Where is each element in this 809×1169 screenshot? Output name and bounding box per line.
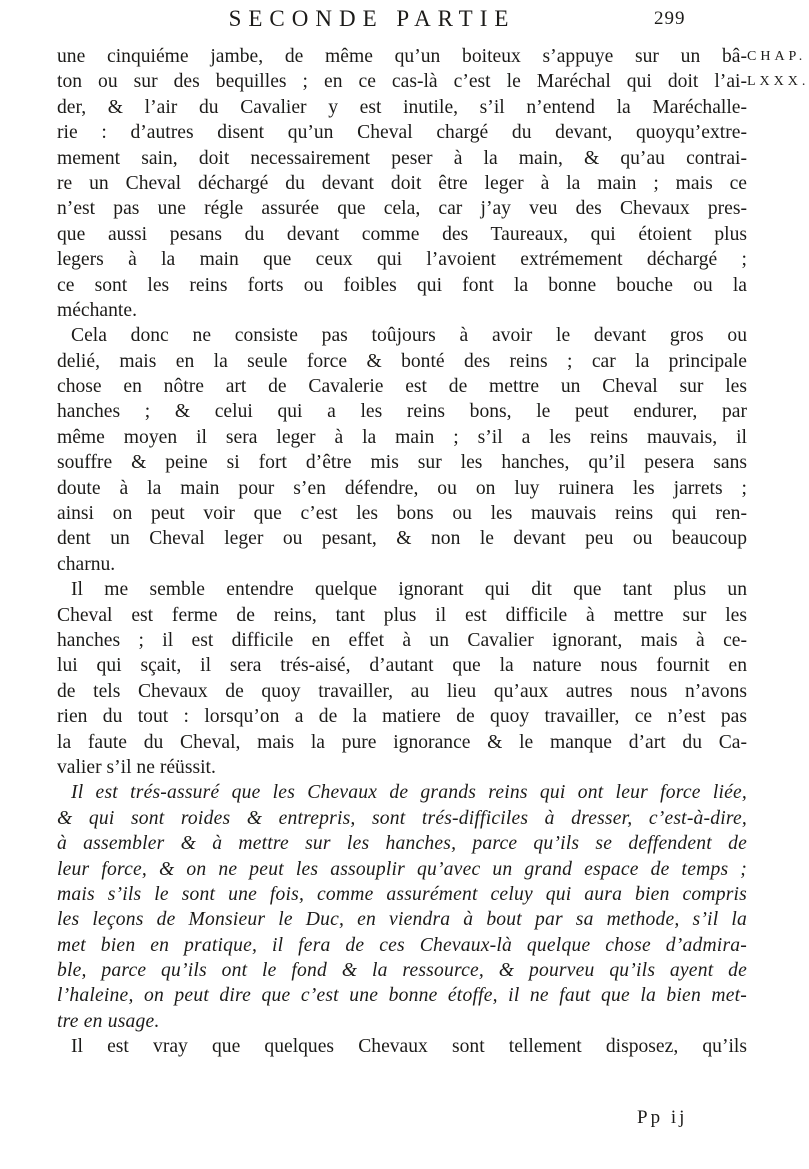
paragraph-first-line: Cela donc ne consiste pas toûjours à avoir le devant gros ou — [71, 325, 747, 347]
signature-mark: Pp ij — [637, 1107, 688, 1128]
text-line: que aussi pesans du devant comme des Taureaux, qui étoient plus — [57, 223, 747, 245]
text-line: charnu. — [57, 553, 116, 575]
italic-text-line: & qui sont roides & entrepris, sont trés-difficiles à dresser, c’est-à-dire, — [57, 807, 747, 829]
text-line: chose en nôtre art de Cavalerie est de mettre un Cheval sur les — [57, 376, 747, 398]
italic-text-line: l’haleine, on peut dire que c’est une bonne étoffe, il ne faut que la bien met- — [57, 985, 747, 1007]
italic-text-line: à assembler & à mettre sur les hanches, parce qu’ils se deffendent de — [57, 833, 747, 855]
italic-text-line: les leçons de Monsieur le Duc, en viendra à bout par sa methode, s’il la — [57, 909, 747, 931]
text-line: delié, mais en la seule force & bonté des reins ; car la principale — [57, 350, 747, 372]
text-line: lui qui sçait, il sera trés-aisé, d’autant que la nature nous fournit en — [57, 655, 747, 677]
page-number: 299 — [654, 8, 686, 29]
text-line: même moyen il sera leger à la main ; s’il a les reins mauvais, il — [57, 426, 747, 448]
italic-text-line: mais s’ils le sont une fois, comme assurément celuy qui aura bien compris — [57, 883, 747, 905]
text-line: hanches ; & celui qui a les reins bons, le peut endurer, par — [57, 401, 747, 423]
paragraph-first-line: Il est vray que quelques Chevaux sont tellement disposez, qu’ils — [71, 1036, 747, 1058]
text-line: valier s’il ne réüssit. — [57, 756, 216, 778]
running-head: SECONDE PARTIE — [228, 6, 516, 31]
text-line: Cheval est ferme de reins, tant plus il est difficile à mettre sur les — [57, 604, 747, 626]
text-line: ton ou sur des bequilles ; en ce cas-là c’est le Maréchal qui doit l’ai- — [57, 71, 747, 93]
italic-text-line: leur force, & on ne peut les assouplir qu’avec un grand espace de temps ; — [57, 858, 747, 880]
body-text — [57, 44, 747, 1060]
text-line: souffre & peine si fort d’être mis sur les hanches, qu’il pesera sans — [57, 452, 747, 474]
page-header — [0, 6, 800, 40]
italic-text-line: met bien en pratique, il fera de ces Chevaux-là quelque chose d’admira- — [57, 934, 747, 956]
text-line: ce sont les reins forts ou foibles qui font la bonne bouche ou la — [57, 274, 747, 296]
text-line: mement sain, doit necessairement peser à la main, & qu’au contrai- — [57, 147, 747, 169]
text-line: une cinquiéme jambe, de même qu’un boiteux s’appuye sur un bâ- — [57, 46, 747, 67]
text-line: de tels Chevaux de quoy travailler, au lieu qu’aux autres nous n’avons — [57, 680, 747, 702]
paragraph-first-line: Il me semble entendre quelque ignorant qui dit que tant plus un — [71, 579, 747, 601]
margin-note-chapter-number: LXXX. — [747, 74, 809, 89]
text-line: rie : d’autres disent qu’un Cheval chargé du devant, quoyqu’extre- — [57, 122, 747, 144]
text-line: der, & l’air du Cavalier y est inutile, s’il n’entend la Maréchalle- — [57, 96, 747, 118]
margin-note-chapter: CHAP. — [747, 49, 807, 64]
italic-paragraph-first-line: Il est trés-assuré que les Chevaux de grands reins qui ont leur force liée, — [71, 782, 747, 804]
italic-text-line: tre en usage. — [57, 1010, 160, 1032]
text-line: doute à la main pour s’en défendre, ou on luy ruinera les jarrets ; — [57, 477, 747, 499]
text-line: legers à la main que ceux qui l’avoient extrémement déchargé ; — [57, 249, 747, 271]
text-line: hanches ; il est difficile en effet à un Cavalier ignorant, mais à ce- — [57, 629, 747, 651]
text-line: la faute du Cheval, mais la pure ignorance & le manque d’art du Ca- — [57, 731, 747, 753]
text-line: rien du tout : lorsqu’on a de la matiere de quoy travailler, ce n’est pas — [57, 706, 747, 728]
text-line: dent un Cheval leger ou pesant, & non le devant peu ou beaucoup — [57, 528, 747, 550]
text-line: ainsi on peut voir que c’est les bons ou les mauvais reins qui ren- — [57, 503, 747, 525]
text-line: méchante. — [57, 299, 137, 321]
text-line: n’est pas une régle assurée que cela, car j’ay veu des Chevaux pres- — [57, 198, 747, 220]
italic-text-line: ble, parce qu’ils ont le fond & la ressource, & pourveu qu’ils ayent de — [57, 960, 747, 982]
text-line: re un Cheval déchargé du devant doit être leger à la main ; mais ce — [57, 172, 747, 194]
